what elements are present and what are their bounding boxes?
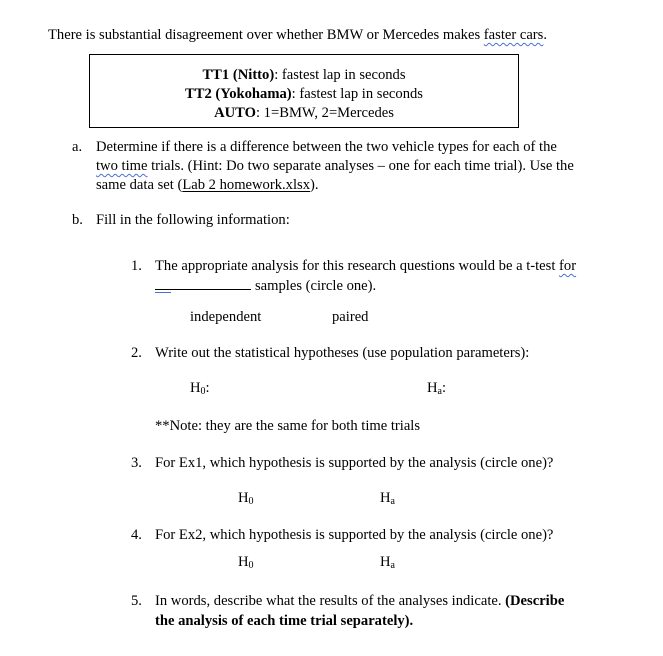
q2-alt-hypothesis [427, 379, 446, 401]
q3-option-ha[interactable] [380, 489, 395, 511]
q1-option-independent[interactable]: independent [190, 309, 262, 325]
intro-main: There is substantial disagreement over whether BMW or Mercedes makes [48, 27, 484, 43]
q2-h0-letter: H [190, 380, 201, 396]
q1-answer-blank[interactable] [155, 277, 251, 290]
q2-h0-colon: : [205, 380, 210, 396]
q3-number: 3. [131, 455, 142, 471]
tt2-desc: : fastest lap in seconds [291, 86, 423, 102]
q4-option-ha[interactable] [380, 553, 395, 575]
part-a-line3 [96, 176, 319, 194]
q5-number: 5. [131, 593, 142, 609]
box-line-auto [90, 104, 518, 123]
q2-ha-sub: a [437, 386, 442, 397]
q3-option-h0[interactable] [238, 489, 254, 511]
q2-text: Write out the statistical hypotheses (use population parameters): [155, 345, 530, 361]
q4-option-h0[interactable] [238, 553, 254, 575]
q4-ha-letter: H [380, 554, 391, 570]
part-a-line1: Determine if there is a difference between the two vehicle types for each of the [96, 139, 557, 155]
q1-number: 1. [131, 258, 142, 274]
part-a-marker: a. [72, 139, 83, 155]
q5-plain-text: In words, describe what the results of the analyses indicate. [155, 593, 506, 609]
q1-line2-text: samples (circle one). [255, 278, 377, 294]
part-a-line3-pre: same data set ( [96, 177, 183, 193]
q2-note: **Note: they are the same for both time trials [155, 418, 421, 434]
q5-bold-text-1: (Describe [505, 593, 565, 609]
q2-null-hypothesis [190, 379, 210, 401]
auto-desc: : 1=BMW, 2=Mercedes [255, 105, 394, 121]
q4-text: For Ex2, which hypothesis is supported by the analysis (circle one)? [155, 527, 554, 543]
tt2-label: TT2 (Yokohama) [185, 86, 292, 102]
q4-ha-sub: a [390, 560, 395, 571]
q3-text: For Ex1, which hypothesis is supported by the analysis (circle one)? [155, 455, 554, 471]
q2-number: 2. [131, 345, 142, 361]
q4-h0-letter: H [238, 554, 249, 570]
q1-text: The appropriate analysis for this research questions would be a t-test [155, 258, 560, 274]
q5-bold-text-2: the analysis of each time trial separately). [155, 613, 414, 629]
part-a-flagged-phrase: two time [96, 158, 148, 174]
q5-line2 [155, 612, 413, 630]
intro-flagged-phrase: faster cars [483, 27, 544, 43]
q1-option-paired[interactable]: paired [332, 309, 369, 325]
q2-ha-letter: H [427, 380, 438, 396]
part-b-text: Fill in the following information: [96, 212, 290, 228]
tt1-desc: : fastest lap in seconds [274, 67, 406, 83]
q2-ha-colon: : [442, 380, 447, 396]
q5-line1 [155, 592, 564, 610]
intro-text [48, 26, 547, 44]
part-a-line3-post: ). [310, 177, 319, 193]
q4-number: 4. [131, 527, 142, 543]
part-b-marker: b. [72, 212, 83, 228]
part-a-line2 [96, 157, 574, 175]
data-file-link[interactable]: Lab 2 homework.xlsx [182, 177, 310, 193]
variable-definitions-box [89, 54, 519, 128]
q3-h0-sub: 0 [248, 496, 254, 507]
q1-line2 [155, 277, 376, 295]
q4-h0-sub: 0 [248, 560, 254, 571]
box-line-tt1 [90, 66, 518, 85]
q3-ha-letter: H [380, 490, 391, 506]
q3-h0-letter: H [238, 490, 249, 506]
auto-label: AUTO [214, 105, 256, 121]
q3-ha-sub: a [390, 496, 395, 507]
tt1-label: TT1 (Nitto) [202, 67, 275, 83]
part-a-line2-rest: trials. (Hint: Do two separate analyses – one for each time trial). Use the [147, 158, 574, 174]
q1-flagged-word: for [559, 258, 577, 274]
q2-h0-sub: 0 [200, 386, 206, 397]
intro-end: . [543, 27, 548, 43]
q1-line1 [155, 257, 576, 275]
box-line-tt2 [90, 85, 518, 104]
